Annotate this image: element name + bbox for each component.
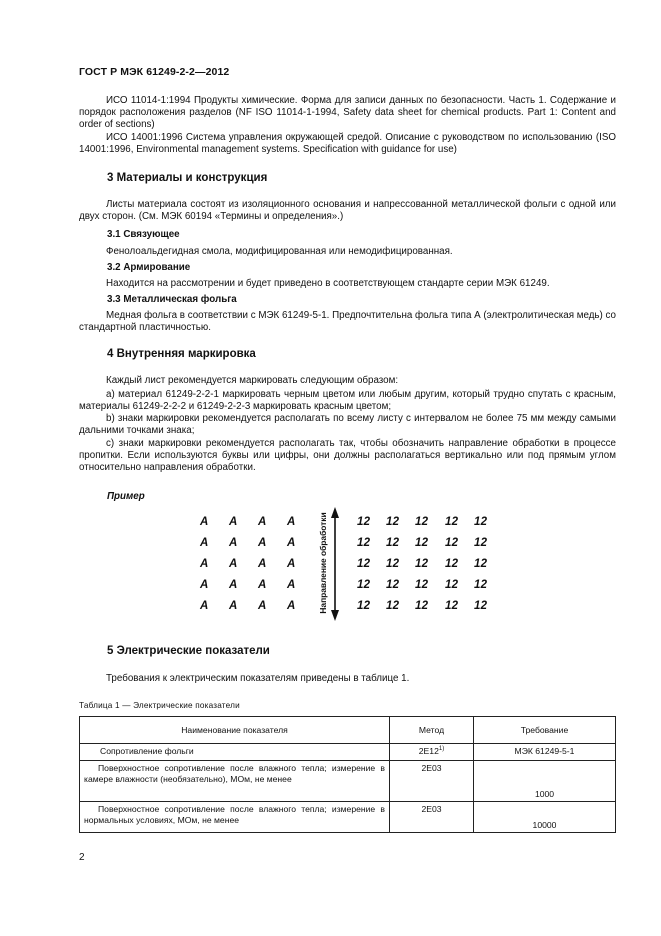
letter-mark: A xyxy=(229,600,238,612)
page-number: 2 xyxy=(79,852,85,863)
table-1-caption: Таблица 1 — Электрические показатели xyxy=(79,701,240,710)
letter-mark: A xyxy=(287,558,296,570)
electrical-parameters-table xyxy=(79,716,616,833)
example-title: Пример xyxy=(107,491,145,502)
header-parameter-name: Наименование показателя xyxy=(80,717,390,744)
processing-direction-label: Направление обработки xyxy=(318,512,328,614)
section-4-item-c: с) знаки маркировки рекомендуется располагать так, чтобы обозначить направление обработки в процессе пропитки. Если используются буквы или цифры, они должны располагаться вертикально или под прямым углом относительно направления обработки. xyxy=(79,438,616,474)
number-mark: 12 xyxy=(415,579,429,591)
number-mark: 12 xyxy=(474,600,488,612)
header-method: Метод xyxy=(390,717,474,744)
row-2-method: 2E03 xyxy=(390,760,474,801)
table-row xyxy=(80,744,616,761)
row-3-name: Поверхностное сопротивление после влажного тепла; измерение в нормальных условиях, МОм, не менее xyxy=(80,801,390,832)
reference-iso-14001: ИСО 14001:1996 Система управления окружающей средой. Описание с руководством по использованию (ISO 14001:1996, Environmental management systems. Specification with guidance for use) xyxy=(79,132,616,156)
processing-direction-arrow xyxy=(328,506,342,622)
letter-mark: A xyxy=(258,579,267,591)
letter-mark: A xyxy=(200,558,209,570)
section-3-2-title: 3.2 Армирование xyxy=(107,262,191,273)
number-mark: 12 xyxy=(386,579,400,591)
letter-mark: A xyxy=(229,558,238,570)
letter-mark: A xyxy=(229,516,238,528)
letter-mark: A xyxy=(287,600,296,612)
section-5-intro: Требования к электрическим показателям приведены в таблице 1. xyxy=(106,673,410,684)
number-mark: 12 xyxy=(474,558,488,570)
row-2-name: Поверхностное сопротивление после влажного тепла; измерение в камере влажности (необязательно), МОм, не менее xyxy=(80,760,390,801)
row-1-method: 2E12$^{1)}$ xyxy=(390,744,474,761)
number-mark: 12 xyxy=(445,516,459,528)
letter-mark: A xyxy=(229,579,238,591)
row-2-requirement: 1000 xyxy=(474,760,616,801)
number-mark: 12 xyxy=(415,537,429,549)
letter-mark: A xyxy=(258,558,267,570)
letter-mark: A xyxy=(200,579,209,591)
section-3-title: 3 Материалы и конструкция xyxy=(107,172,268,184)
document-header: ГОСТ Р МЭК 61249-2-2—2012 xyxy=(79,66,230,78)
letter-mark: A xyxy=(229,537,238,549)
section-4-title: 4 Внутренняя маркировка xyxy=(107,348,256,360)
number-mark: 12 xyxy=(357,516,371,528)
letter-mark: A xyxy=(258,600,267,612)
row-1-name: Сопротивление фольги xyxy=(80,744,390,761)
table-row xyxy=(80,760,616,801)
number-mark: 12 xyxy=(357,558,371,570)
number-mark: 12 xyxy=(445,558,459,570)
letter-mark: A xyxy=(287,537,296,549)
letter-mark: A xyxy=(258,537,267,549)
section-3-3-text: Медная фольга в соответствии с МЭК 61249-5-1. Предпочтительна фольга типа А (электролитическая медь) со стандартной пластичностью. xyxy=(79,310,616,334)
letter-mark: A xyxy=(287,579,296,591)
number-mark: 12 xyxy=(415,516,429,528)
number-mark: 12 xyxy=(386,537,400,549)
header-requirement: Требование xyxy=(474,717,616,744)
number-mark: 12 xyxy=(445,579,459,591)
table-row xyxy=(80,801,616,832)
number-mark: 12 xyxy=(415,558,429,570)
number-mark: 12 xyxy=(474,579,488,591)
section-4-intro: Каждый лист рекомендуется маркировать следующим образом: xyxy=(106,375,399,386)
section-4-item-b: b) знаки маркировки рекомендуется располагать по всему листу с интервалом не более 75 мм между самыми дальними точками знака; xyxy=(79,413,616,437)
section-4-item-a: а) материал 61249-2-2-1 маркировать черным цветом или любым другим, который трудно спутать с красным, материалы 61249-2-2-2 и 61249-2-2-3 маркировать красным цветом; xyxy=(79,389,616,413)
row-3-method: 2E03 xyxy=(390,801,474,832)
reference-iso-11014: ИСО 11014-1:1994 Продукты химические. Форма для записи данных по безопасности. Часть 1. Содержание и порядок расположения разделов (NF ISO 11014-1-1994, Safety data sheet for chemical products. Part 1: Content and order of sections) xyxy=(79,95,616,131)
number-mark: 12 xyxy=(445,600,459,612)
number-mark: 12 xyxy=(386,558,400,570)
number-mark: 12 xyxy=(415,600,429,612)
number-mark: 12 xyxy=(386,516,400,528)
number-mark: 12 xyxy=(474,537,488,549)
number-mark: 12 xyxy=(357,537,371,549)
letter-mark: A xyxy=(200,516,209,528)
table-header-row xyxy=(80,717,616,744)
letter-mark: A xyxy=(200,600,209,612)
section-5-title: 5 Электрические показатели xyxy=(107,645,270,657)
letter-mark: A xyxy=(200,537,209,549)
row-1-requirement: МЭК 61249-5-1 xyxy=(474,744,616,761)
number-mark: 12 xyxy=(357,579,371,591)
section-3-3-title: 3.3 Металлическая фольга xyxy=(107,294,237,305)
letter-mark: A xyxy=(258,516,267,528)
number-mark: 12 xyxy=(445,537,459,549)
section-3-1-text: Фенолоальдегидная смола, модифицированная или немодифицированная. xyxy=(106,246,453,257)
number-mark: 12 xyxy=(386,600,400,612)
section-3-intro: Листы материала состоят из изоляционного основания и напрессованной металлической фольги с одной или двух сторон. (См. МЭК 60194 «Термины и определения».) xyxy=(79,199,616,223)
letter-mark: A xyxy=(287,516,296,528)
section-3-1-title: 3.1 Связующее xyxy=(107,229,180,240)
section-3-2-text: Находится на рассмотрении и будет приведено в соответствующем стандарте серии МЭК 61249. xyxy=(106,278,550,289)
number-mark: 12 xyxy=(357,600,371,612)
number-mark: 12 xyxy=(474,516,488,528)
row-3-requirement: 10000 xyxy=(474,801,616,832)
